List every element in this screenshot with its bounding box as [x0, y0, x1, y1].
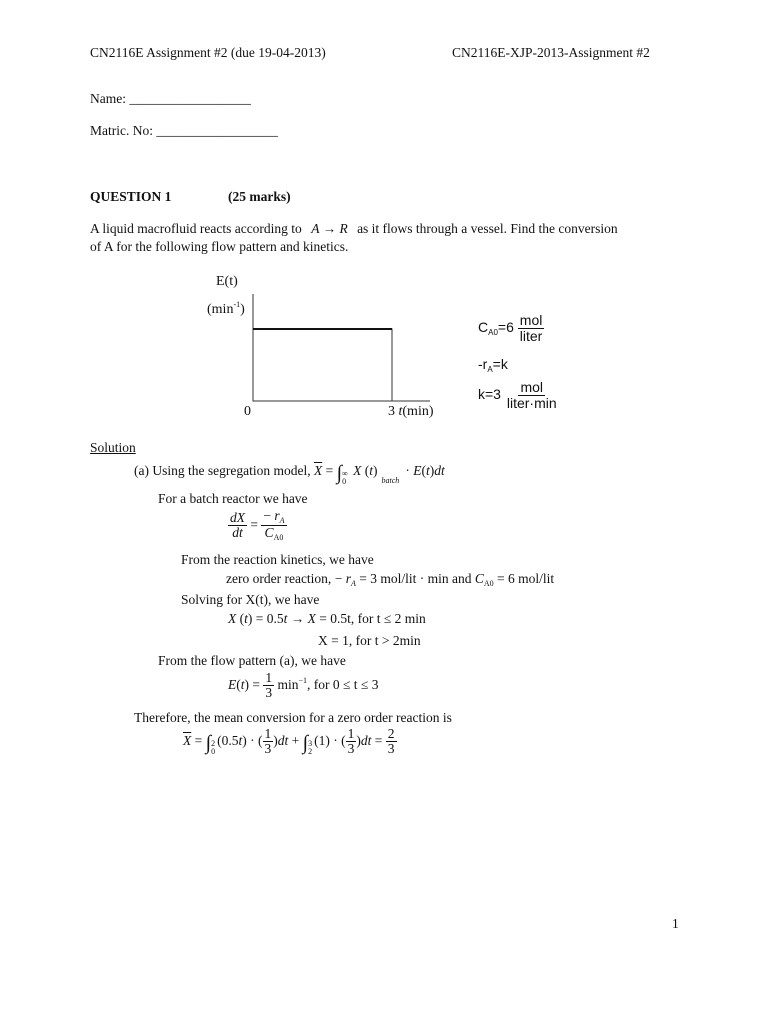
question-text-a: A liquid macrofluid reacts according to [90, 221, 302, 236]
page-number: 1 [672, 916, 679, 931]
batch-reactor-intro: For a batch reactor we have [158, 491, 308, 506]
mean-conversion-equation: $\overline{X}$ = ∫ 2 0 (0.5t) · ( $\frac{1}{3}$ )dt + ∫ 3 2 (1) · ( $\frac{1}{3}$ )dt = $\frac{2}{3}$ [183, 726, 395, 757]
rate-param: $-r_A=k$ [478, 356, 508, 374]
x-axis-label: 3 t(min) [388, 404, 434, 419]
solution-heading: Solution [90, 440, 136, 455]
batch-design-equation: $\frac{dX}{dt}$ = $\frac{- r_A}{C_{A0}}$ [230, 508, 285, 543]
et-distribution [253, 329, 392, 401]
ca0-param: $C_{A0}=6$ $\frac{\text{mol}}{\text{liter}}$ [478, 312, 543, 344]
x-solution-1: X (t) = 0.5t → X = 0.5t, for t ≤ 2 min [228, 611, 426, 626]
question-text-b: as it flows through a vessel. Find the conversion [357, 221, 618, 236]
origin-label: 0 [244, 404, 251, 419]
segregation-model-line: (a) Using the segregation model, $\overline{X}$ = ∫ ∞ 0 X $(t)_{batch}\cdot E(t)dt$ [134, 462, 445, 486]
k-param: k=3 $\frac{\text{mol}}{\text{liter·min}}$ [478, 379, 557, 411]
x-solution-2: X = 1, for t > 2min [318, 633, 421, 648]
solving-intro: Solving for X(t), we have [181, 592, 320, 607]
kinetics-values: zero order reaction, − $r_A = 3$ mol/lit · min and $C_{A0} = 6$ mol/lit [226, 571, 555, 588]
et-plot [0, 0, 768, 430]
et-expression: E(t) = $\frac{1}{3}$ $\min^{-1}$, for 0 ≤ t ≤ 3 [228, 670, 379, 701]
reaction-equation: A → R [311, 221, 348, 236]
therefore-text: Therefore, the mean conversion for a zero order reaction is [134, 710, 452, 725]
y-axis-unit: $(\min^{-1})$ [207, 300, 245, 317]
kinetics-intro: From the reaction kinetics, we have [181, 552, 374, 567]
question-marks: (25 marks) [228, 189, 291, 204]
matric-field: Matric. No: __________________ [90, 123, 278, 138]
flow-pattern-intro: From the flow pattern (a), we have [158, 653, 346, 668]
header-right: CN2116E-XJP-2013-Assignment #2 [452, 45, 650, 60]
question-title: QUESTION 1 [90, 189, 172, 204]
header-left: CN2116E Assignment #2 (due 19-04-2013) [90, 45, 326, 60]
name-field: Name: __________________ [90, 91, 251, 106]
y-axis-label: E(t) [216, 274, 238, 289]
question-text-line2: of A for the following flow pattern and kinetics. [90, 239, 349, 254]
